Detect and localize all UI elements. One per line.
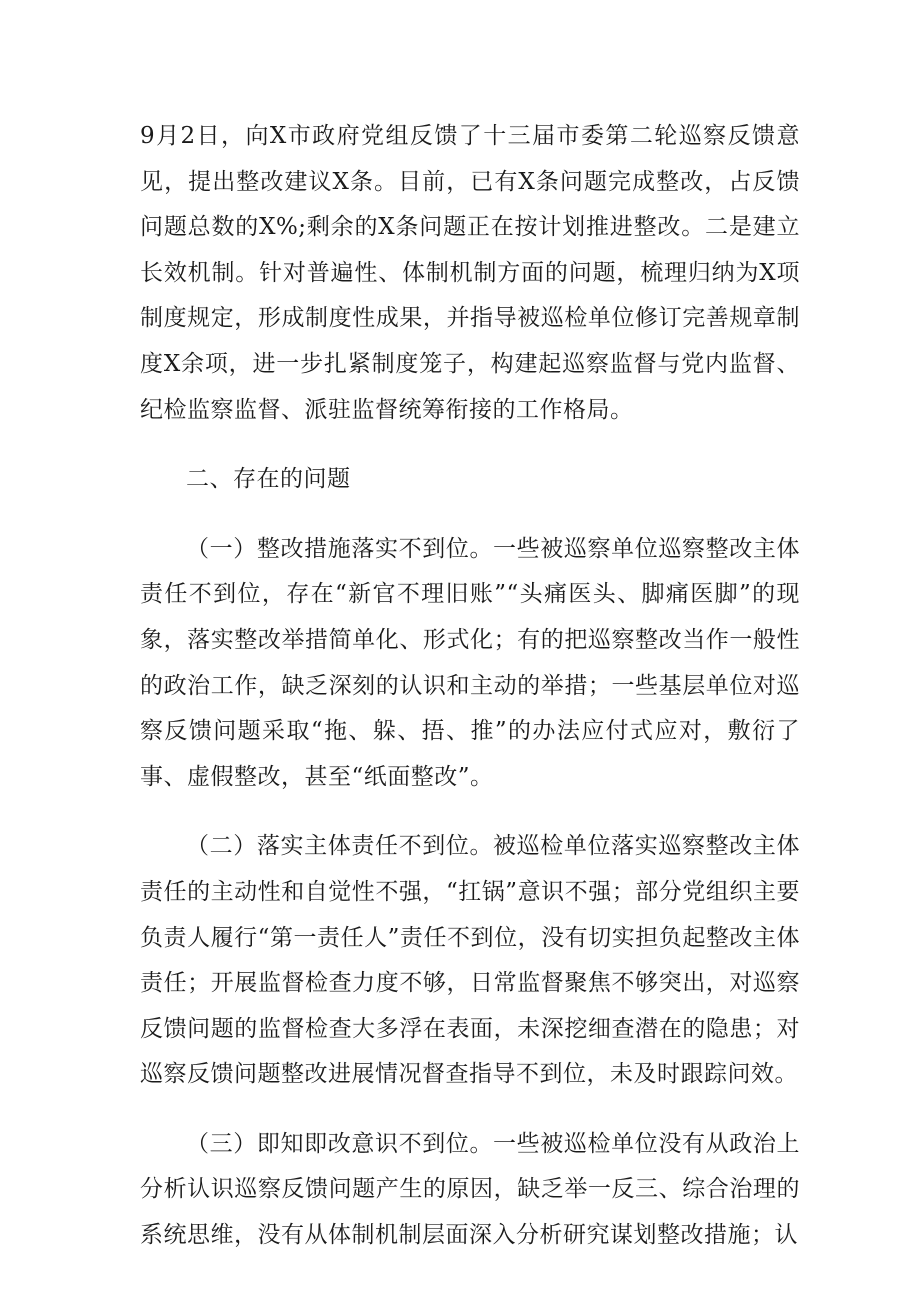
paragraph-continued: 9月2日，向X市政府党组反馈了十三届市委第二轮巡察反馈意见，提出整改建议X条。目前，已有X条问题完成整改，占反馈问题总数的X%;剩余的X条问题正在按计划推进整改。二是建立长效机制。针对普遍性、体制机制方面的问题，梳理归纳为X项制度规定，形成制度性成果，并指导被巡检单位修订完善规章制度X余项，进一步扎紧制度笼子，构建起巡察监督与党内监督、纪检监察监督、派驻监督统筹衔接的工作格局。 (140, 123, 800, 423)
paragraph-gap (140, 1098, 800, 1122)
paragraph-issue-2: （二）落实主体责任不到位。被巡检单位落实巡察整改主体责任的主动性和自觉性不强，“扛锅”意识不强；部分党组织主要负责人履行“第一责任人”责任不到位，没有切实担负起整改主体责任；开展监督检查力度不够，日常监督聚焦不够突出，对巡察反馈问题的监督检查大多浮在表面，未深挖细查潜在的隐患；对巡察反馈问题整改进展情况督查指导不到位，未及时跟踪问效。 (140, 833, 800, 1088)
paragraph-gap (140, 800, 800, 824)
paragraph-issue-3: （三）即知即改意识不到位。一些被巡检单位没有从政治上分析认识巡察反馈问题产生的原因，缺乏举一反三、综合治理的系统思维，没有从体制机制层面深入分析研究谋划整改措施；认 (140, 1130, 800, 1249)
paragraph-issue-1: （一）整改措施落实不到位。一些被巡察单位巡察整改主体责任不到位，存在“新官不理旧账”“头痛医头、脚痛医脚”的现象，落实整改举措简单化、形式化；有的把巡察整改当作一般性的政治工作，缺乏深刻的认识和主动的举措；一些基层单位对巡察反馈问题采取“拖、躲、捂、推”的办法应付式应对，敷衍了事、虚假整改，甚至“纸面整改”。 (140, 535, 800, 790)
document-body (140, 114, 800, 1259)
section-heading: 二、存在的问题 (186, 466, 351, 493)
paragraph-gap (140, 433, 800, 457)
paragraph-gap (140, 503, 800, 527)
